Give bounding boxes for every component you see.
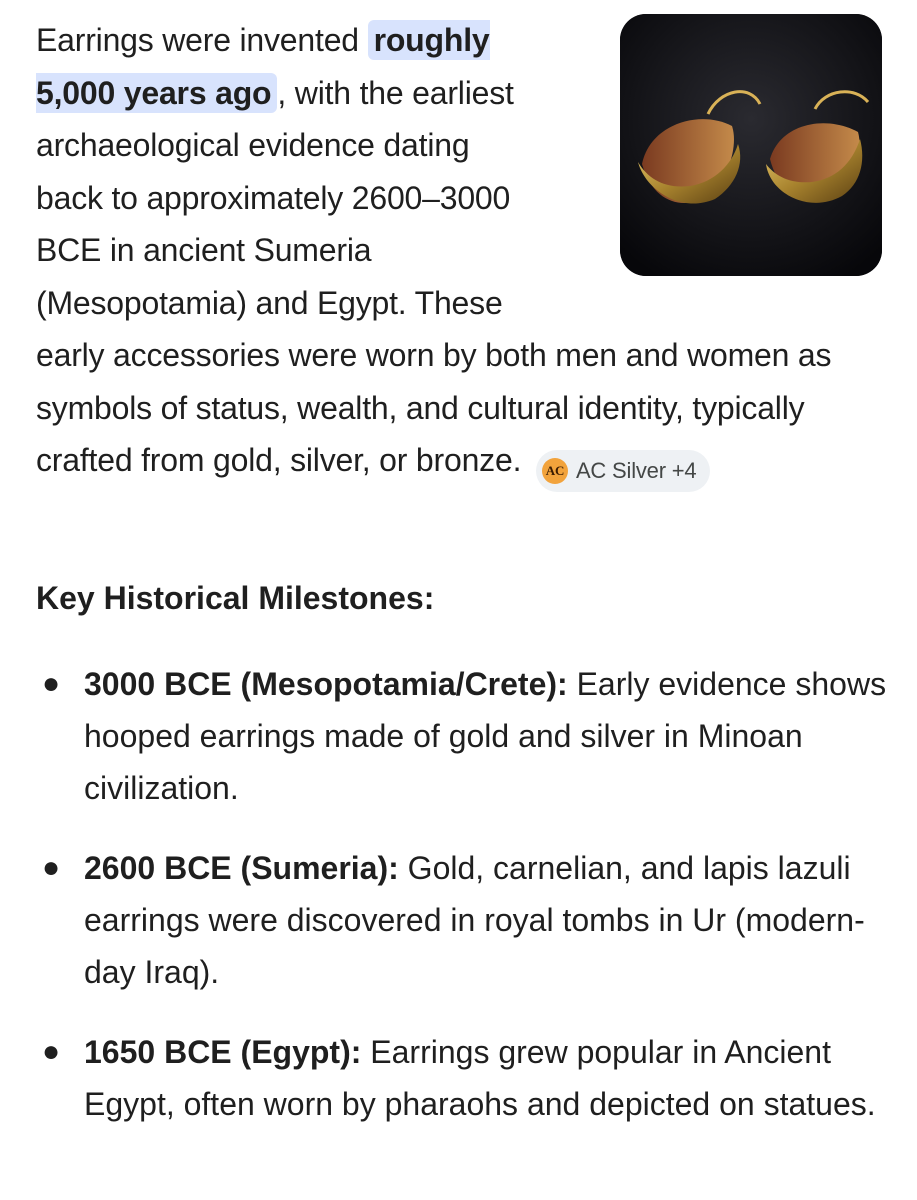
milestone-text: Earrings grew popular in Ancient Egypt, often worn by pharaohs and depicted on statues. xyxy=(84,1034,876,1122)
earrings-image[interactable] xyxy=(620,14,882,276)
source-chip-label: AC Silver +4 xyxy=(575,458,697,483)
milestone-title: 1650 BCE (Egypt): xyxy=(84,1034,362,1070)
milestone-title: 3000 BCE (Mesopotamia/Crete): xyxy=(84,666,568,702)
section-heading: Key Historical Milestones: xyxy=(36,580,435,616)
earrings-photo-icon xyxy=(620,14,882,276)
intro-paragraph xyxy=(36,14,886,492)
ac-silver-logo-icon: AC xyxy=(542,458,568,484)
bullet-icon: ● xyxy=(41,851,61,884)
list-item xyxy=(36,1026,896,1130)
list-item xyxy=(36,842,896,998)
intro-text-after: , with the earliest archaeological evidence dating back to approximately 2600–3000 BCE in ancient Sumeria (Mesopotamia) and Egypt. These early accessories were worn by both men and women as symbols of status, wealth, and cultural identity, typically crafted from gold, silver, or bronze. xyxy=(36,74,832,478)
milestone-text: Early evidence shows hooped earrings made of gold and silver in Minoan civilization. xyxy=(84,666,887,806)
milestone-title: 2600 BCE (Sumeria): xyxy=(84,850,399,886)
intro-text-before: Earrings were invented xyxy=(36,22,368,58)
milestone-text: Gold, carnelian, and lapis lazuli earrings were discovered in royal tombs in Ur (modern-day Iraq). xyxy=(84,850,865,990)
list-item xyxy=(36,658,896,814)
milestones-list xyxy=(36,658,896,1158)
bullet-icon: ● xyxy=(41,667,61,700)
bullet-icon: ● xyxy=(41,1035,61,1068)
highlighted-phrase[interactable]: roughly 5,000 years ago xyxy=(36,22,490,111)
source-chip[interactable] xyxy=(536,450,710,492)
